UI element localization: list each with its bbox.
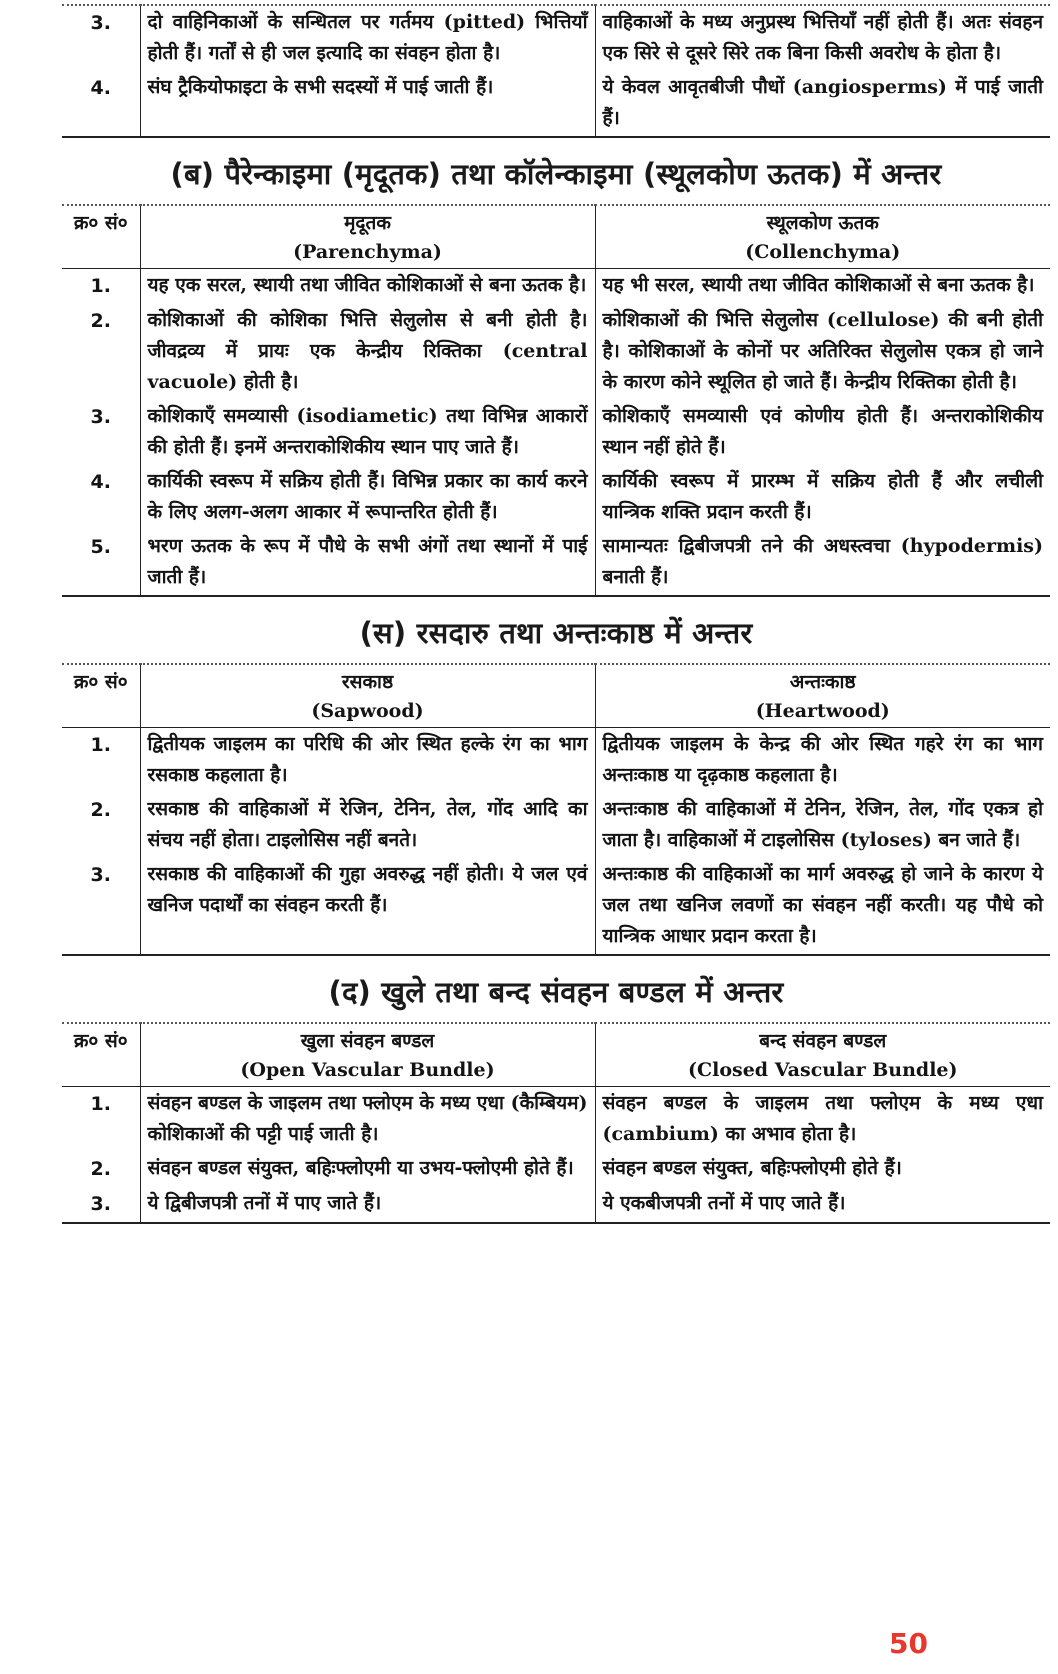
- table-row: [62, 465, 1050, 530]
- cell-left: संवहन बण्डल संयुक्त, बहिःफ्लोएमी या उभय-फ्लोएमी होते हैं।: [140, 1152, 595, 1187]
- table-row: [62, 71, 1050, 137]
- serial-number: 3.: [90, 864, 111, 886]
- col-right-title-en: (Closed Vascular Bundle): [688, 1059, 958, 1081]
- table-header-row: [62, 664, 1050, 728]
- cell-right: वाहिकाओं के मध्य अनुप्रस्थ भित्तियाँ नहीं होती हैं। अतः संवहन एक सिरे से दूसरे सिरे तक बिना किसी अवरोध के होता है।: [595, 5, 1050, 71]
- serial-number: 1.: [90, 275, 111, 297]
- serial-number: 3.: [90, 1193, 111, 1215]
- col-left-title-en: (Open Vascular Bundle): [240, 1059, 495, 1081]
- table-header-row: [62, 1023, 1050, 1087]
- table-parenchyma-collenchyma: [62, 204, 1050, 597]
- table-open-closed-bundle: [62, 1022, 1050, 1224]
- serial-number: 4.: [90, 77, 111, 99]
- serial-number: 3.: [90, 406, 111, 428]
- cell-right: कार्यिकी स्वरूप में प्रारम्भ में सक्रिय होती हैं और लचीली यान्त्रिक शक्ति प्रदान करती हैं।: [595, 465, 1050, 530]
- cell-left: ये द्विबीजपत्री तनों में पाए जाते हैं।: [140, 1187, 595, 1223]
- cell-right: संवहन बण्डल संयुक्त, बहिःफ्लोएमी होते हैं।: [595, 1152, 1050, 1187]
- cell-right: कोशिकाएँ समव्यासी एवं कोणीय होती हैं। अन्तराकोशिकीय स्थान नहीं होते हैं।: [595, 400, 1050, 465]
- cell-right: सामान्यतः द्विबीजपत्री तने की अधस्त्वचा (hypodermis) बनाती हैं।: [595, 530, 1050, 596]
- col-left-title: खुला संवहन बण्डल: [300, 1030, 435, 1052]
- cell-left: संवहन बण्डल के जाइलम तथा फ्लोएम के मध्य एधा (कैम्बियम) कोशिकाओं की पट्टी पाई जाती है।: [140, 1087, 595, 1153]
- col-right-header: [595, 1023, 1050, 1087]
- col-serial-header: क्र० सं०: [62, 1023, 140, 1087]
- section-heading-d: (द) खुले तथा बन्द संवहन बण्डल में अन्तर: [328, 975, 784, 1009]
- cell-right: ये एकबीजपत्री तनों में पाए जाते हैं।: [595, 1187, 1050, 1223]
- col-right-header: [595, 205, 1050, 269]
- cell-right: अन्तःकाष्ठ की वाहिकाओं में टेनिन, रेजिन, तेल, गोंद एकत्र हो जाता है। वाहिकाओं में टाइलोसिस (tyloses) बन जाते हैं।: [595, 793, 1050, 858]
- col-left-title: रसकाष्ठ: [341, 671, 394, 693]
- table-header-row: [62, 205, 1050, 269]
- col-right-title-en: (Collenchyma): [745, 241, 901, 263]
- cell-right: संवहन बण्डल के जाइलम तथा फ्लोएम के मध्य एधा (cambium) का अभाव होता है।: [595, 1087, 1050, 1153]
- table-xylem-tail: [62, 4, 1050, 138]
- table-row: [62, 269, 1050, 305]
- serial-number: 1.: [90, 1093, 111, 1115]
- cell-right: ये केवल आवृतबीजी पौधों (angiosperms) में पाई जाती हैं।: [595, 71, 1050, 137]
- serial-number: 1.: [90, 734, 111, 756]
- table-row: [62, 1187, 1050, 1223]
- table-row: [62, 1152, 1050, 1187]
- page-number: 50: [889, 1627, 928, 1660]
- col-right-title: अन्तःकाष्ठ: [789, 671, 856, 693]
- col-right-header: [595, 664, 1050, 728]
- cell-right: यह भी सरल, स्थायी तथा जीवित कोशिकाओं से बना ऊतक है।: [595, 269, 1050, 305]
- cell-right: कोशिकाओं की भित्ति सेलुलोस (cellulose) की बनी होती है। कोशिकाओं के कोनों पर अतिरिक्त सेलुलोस एकत्र हो जाने के कारण कोने स्थूलित हो जाते हैं। केन्द्रीय रिक्तिका होती है।: [595, 304, 1050, 400]
- table-row: [62, 304, 1050, 400]
- col-right-title-en: (Heartwood): [755, 700, 890, 722]
- serial-number: 2.: [90, 310, 111, 332]
- table-row: [62, 530, 1050, 596]
- serial-number: 2.: [90, 799, 111, 821]
- table-row: [62, 858, 1050, 955]
- cell-right: द्वितीयक जाइलम के केन्द्र की ओर स्थित गहरे रंग का भाग अन्तःकाष्ठ या दृढ़काष्ठ कहलाता है।: [595, 728, 1050, 794]
- col-right-title: बन्द संवहन बण्डल: [759, 1030, 887, 1052]
- table-row: [62, 728, 1050, 794]
- col-left-title-en: (Parenchyma): [293, 241, 442, 263]
- cell-left: रसकाष्ठ की वाहिकाओं की गुहा अवरुद्ध नहीं होती। ये जल एवं खनिज पदार्थों का संवहन करती हैं।: [140, 858, 595, 955]
- col-left-header: [140, 1023, 595, 1087]
- table-row: [62, 400, 1050, 465]
- col-serial-header: क्र० सं०: [62, 664, 140, 728]
- cell-left: भरण ऊतक के रूप में पौधे के सभी अंगों तथा स्थानों में पाई जाती हैं।: [140, 530, 595, 596]
- col-serial-header: क्र० सं०: [62, 205, 140, 269]
- table-sapwood-heartwood: [62, 663, 1050, 956]
- serial-number: 2.: [90, 1158, 111, 1180]
- col-left-title-en: (Sapwood): [311, 700, 424, 722]
- cell-left: दो वाहिनिकाओं के सन्धितल पर गर्तमय (pitted) भित्तियाँ होती हैं। गर्तों से ही जल इत्यादि का संवहन होता है।: [140, 5, 595, 71]
- cell-left: द्वितीयक जाइलम का परिधि की ओर स्थित हल्के रंग का भाग रसकाष्ठ कहलाता है।: [140, 728, 595, 794]
- serial-number: 5.: [90, 536, 111, 558]
- page: [62, 0, 1050, 1224]
- section-heading-c: (स) रसदारु तथा अन्तःकाष्ठ में अन्तर: [359, 616, 753, 650]
- cell-left: कार्यिकी स्वरूप में सक्रिय होती हैं। विभिन्न प्रकार का कार्य करने के लिए अलग-अलग आकार में रूपान्तरित होती हैं।: [140, 465, 595, 530]
- table-row: [62, 5, 1050, 71]
- cell-left: कोशिकाओं की कोशिका भित्ति सेलुलोस से बनी होती है। जीवद्रव्य में प्रायः एक केन्द्रीय रिक्तिका (central vacuole) होती है।: [140, 304, 595, 400]
- serial-number: 3.: [90, 12, 111, 34]
- section-heading-b: (ब) पैरेन्काइमा (मृदूतक) तथा कॉलेन्काइमा (स्थूलकोण ऊतक) में अन्तर: [170, 157, 942, 191]
- col-right-title: स्थूलकोण ऊतक: [766, 212, 879, 234]
- cell-left: कोशिकाएँ समव्यासी (isodiametic) तथा विभिन्न आकारों की होती हैं। इनमें अन्तराकोशिकीय स्थान पाए जाते हैं।: [140, 400, 595, 465]
- cell-right: अन्तःकाष्ठ की वाहिकाओं का मार्ग अवरुद्ध हो जाने के कारण ये जल तथा खनिज लवणों का संवहन नहीं करती। यह पौधे को यान्त्रिक आधार प्रदान करता है।: [595, 858, 1050, 955]
- cell-left: संघ ट्रैकियोफाइटा के सभी सदस्यों में पाई जाती हैं।: [140, 71, 595, 137]
- cell-left: रसकाष्ठ की वाहिकाओं में रेजिन, टेनिन, तेल, गोंद आदि का संचय नहीं होता। टाइलोसिस नहीं बनते।: [140, 793, 595, 858]
- col-left-header: [140, 205, 595, 269]
- table-row: [62, 1087, 1050, 1153]
- table-row: [62, 793, 1050, 858]
- col-left-title: मृदूतक: [344, 212, 391, 234]
- cell-left: यह एक सरल, स्थायी तथा जीवित कोशिकाओं से बना ऊतक है।: [140, 269, 595, 305]
- col-left-header: [140, 664, 595, 728]
- serial-number: 4.: [90, 471, 111, 493]
